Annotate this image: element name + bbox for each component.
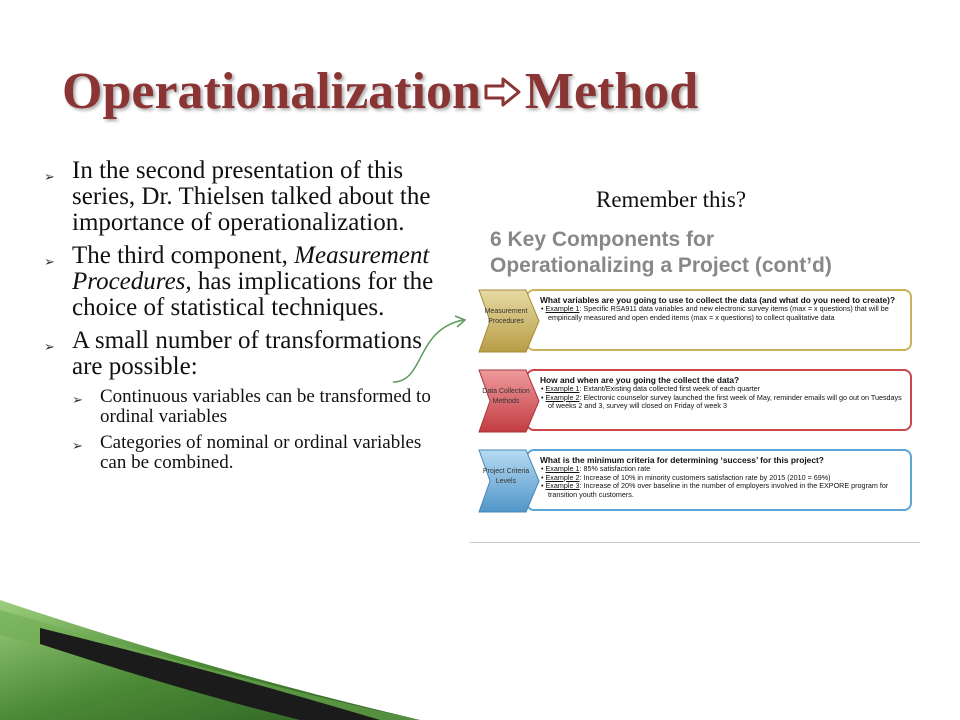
- bullet-item: [44, 243, 444, 321]
- embedded-title: 6 Key Components for Operationalizing a Project (cont’d): [490, 228, 832, 277]
- slide-title: [62, 62, 922, 121]
- component-row: [478, 369, 913, 433]
- sub-bullet-text: Categories of nominal or ordinal variables can be combined.: [100, 432, 422, 473]
- bullet-arrow-icon: ➢: [44, 254, 55, 269]
- slide-title-part1: Operationalization: [62, 63, 481, 120]
- embedded-divider: [470, 542, 920, 543]
- bullet-text: In the second presentation of this series, Dr. Thielsen talked about the importance of operationalization.: [72, 157, 431, 236]
- sub-bullet-item: [72, 433, 444, 473]
- bullet-text: The third component, Measurement Procedures, has implications for the choice of statistical techniques.: [72, 242, 434, 321]
- component-box: How and when are you going the collect the data? • Example 1: Extant/Existing data collected first week of each quarter • Example 2: Electronic counselor survey launched the first week of May, reminder emails will go out on Tuesdays of weeks 2 and 3, survey will closed on Friday of week 3: [526, 369, 912, 431]
- bullet-text: A small number of transformations are possible:: [72, 327, 422, 380]
- bullet-item: [44, 158, 444, 236]
- corner-decoration: [0, 540, 420, 720]
- component-question: What variables are you going to use to collect the data (and what do you need to create)?: [540, 295, 896, 305]
- component-label: Measurement Procedures: [484, 308, 528, 325]
- bullet-item: [44, 328, 444, 380]
- component-row: [478, 449, 913, 513]
- component-question: How and when are you going the collect the data?: [540, 375, 740, 385]
- embedded-slide-image: [470, 225, 920, 545]
- component-box: What variables are you going to use to collect the data (and what do you need to create)? • Example 1: Specific RSA911 data variables and new electronic survey items (max = x questions) that will be empirically measured and open ended items (max = x questions) to collect qualitative data: [526, 289, 912, 351]
- connector-arrow: [385, 310, 475, 390]
- slide-title-part2: Method: [524, 63, 699, 120]
- sub-bullet-item: [72, 387, 444, 427]
- component-row: [478, 289, 913, 353]
- component-label: Data Collection Methods: [482, 388, 530, 405]
- component-label: Project Criteria Levels: [482, 468, 530, 485]
- bullet-arrow-icon: ➢: [72, 438, 83, 453]
- bullet-arrow-icon: ➢: [72, 392, 83, 407]
- bullet-arrow-icon: ➢: [44, 339, 55, 354]
- bullet-arrow-icon: ➢: [44, 169, 55, 184]
- component-question: What is the minimum criteria for determining ‘success’ for this project?: [540, 455, 824, 465]
- bullet-list: [44, 158, 444, 479]
- sub-bullet-text: Continuous variables can be transformed to ordinal variables: [100, 386, 431, 427]
- right-arrow-icon: [483, 76, 523, 108]
- component-box: What is the minimum criteria for determining ‘success’ for this project? • Example 1: 85% satisfaction rate • Example 2: Increase of 10% in minority customers satisfaction rate by 2015 (2010 = 69%) • Example 3: Increase of 20% over baseline in the number of employers involved in the EXPORE program for transition youth customers.: [526, 449, 912, 511]
- remember-caption: Remember this?: [596, 187, 747, 212]
